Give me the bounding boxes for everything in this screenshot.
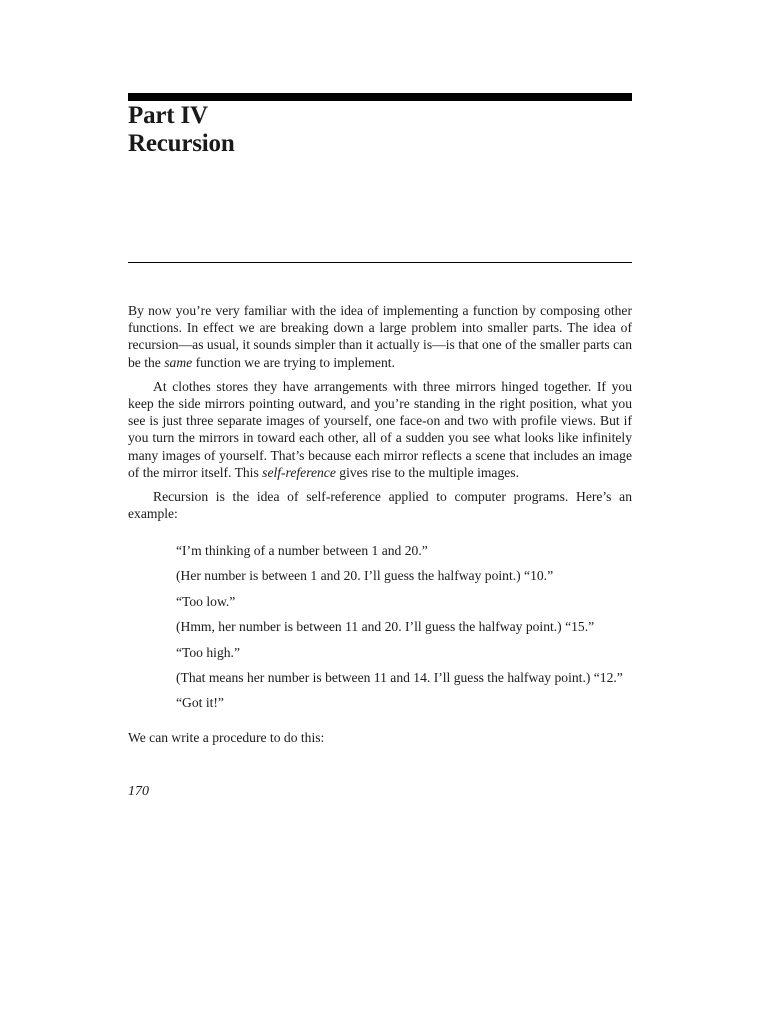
emphasis-self-reference: self-reference bbox=[262, 464, 336, 480]
part-title bbox=[128, 102, 235, 158]
dialogue-line: (Hmm, her number is between 11 and 20. I’ll guess the halfway point.) “15.” bbox=[176, 619, 595, 635]
dialogue-line: “Too low.” bbox=[176, 593, 236, 609]
dialogue-line: (Her number is between 1 and 20. I’ll guess the halfway point.) “10.” bbox=[176, 568, 554, 584]
paragraph-3: Recursion is the idea of self-reference applied to computer programs. Here’s an example: bbox=[128, 489, 632, 522]
paragraph-1 bbox=[128, 302, 632, 371]
intro-text bbox=[128, 302, 632, 522]
paragraph-2 bbox=[128, 378, 632, 481]
paragraph-2-text: At clothes stores they have arrangements with three mirrors hinged together. If you keep the side mirrors pointing outward, and you’re standing in the right position, what you see is just three separate images of yourself, one face-on and two with profile views. But if you turn the mirrors in toward each other, all of a sudden you see what looks like infinitely many images of yourself. That’s because each mirror reflects a scene that includes an image of the mirror itself. This bbox=[128, 378, 632, 480]
page-number: 170 bbox=[128, 784, 149, 799]
emphasis-same: same bbox=[164, 354, 193, 370]
closing-sentence: We can write a procedure to do this: bbox=[128, 730, 325, 745]
paragraph-1-text: By now you’re very familiar with the idea of implementing a function by composing other functions. In effect we are breaking down a large problem into smaller parts. The idea of recursion—as usual, it sounds simpler than it actually is—is that one of the smaller parts can be the bbox=[128, 303, 632, 370]
paragraph-2-text-end: gives rise to the multiple images. bbox=[335, 464, 519, 480]
section-rule bbox=[128, 262, 632, 263]
top-rule bbox=[128, 93, 632, 101]
dialogue-line: “Too high.” bbox=[176, 644, 240, 660]
dialogue-block bbox=[176, 542, 646, 720]
part-label: Part IV bbox=[128, 102, 208, 129]
book-page bbox=[128, 0, 632, 1024]
dialogue-line: “I’m thinking of a number between 1 and 20.” bbox=[176, 543, 428, 558]
dialogue-line: (That means her number is between 11 and 14. I’ll guess the halfway point.) “12.” bbox=[176, 669, 623, 685]
paragraph-1-text-end: function we are trying to implement. bbox=[192, 354, 395, 370]
part-name: Recursion bbox=[128, 130, 235, 157]
dialogue-line: “Got it!” bbox=[176, 695, 224, 711]
